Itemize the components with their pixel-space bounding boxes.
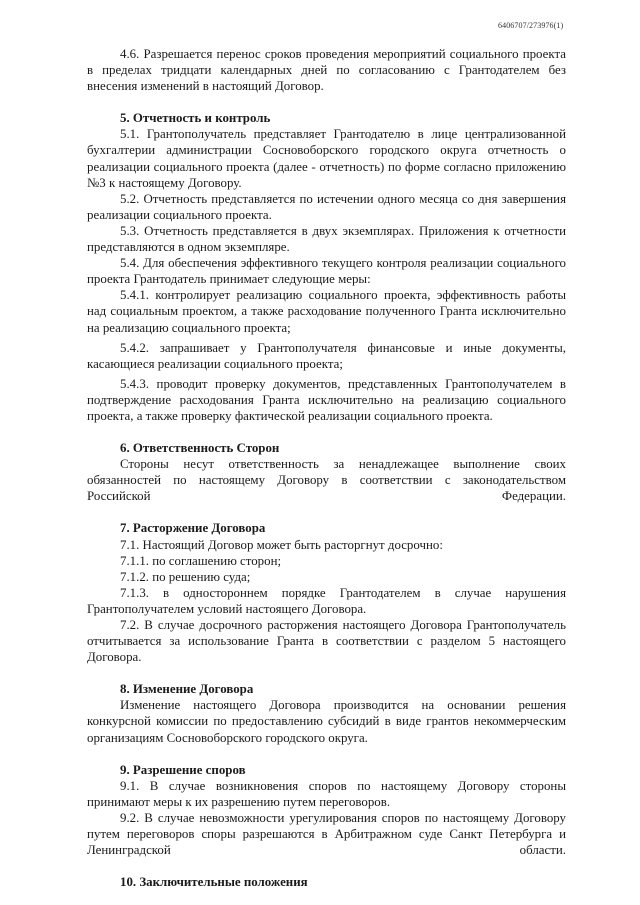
document-page: [87, 46, 566, 890]
section-8-heading: 8. Изменение Договора: [120, 682, 254, 697]
paragraph-4-6: 4.6. Разрешается перенос сроков проведения мероприятий социального проекта в пределах тридцати календарных дней по согласованию с Грантодателем без внесения изменений в настоящий Договор.: [87, 47, 566, 94]
section-5-heading: 5. Отчетность и контроль: [120, 111, 271, 126]
paragraph-7-2: 7.2. В случае досрочного расторжения настоящего Договора Грантополучатель отчитывается за использование Гранта в соответствии с разделом 5 настоящего Договора.: [87, 618, 566, 665]
paragraph-5-2: 5.2. Отчетность представляется по истечении одного месяца со дня завершения реализации социального проекта.: [87, 191, 566, 222]
paragraph-7-1-3: 7.1.3. в одностороннем порядке Грантодателем в случае нарушения Грантополучателем условий настоящего Договора.: [87, 585, 566, 616]
section-9-heading: 9. Разрешение споров: [120, 762, 246, 777]
paragraph-9-2: 9.2. В случае невозможности урегулирования споров по настоящему Договору путем переговоров споры разрешаются в Арбитражном суде Санкт Петербурга и Ленинградской области.: [87, 810, 566, 858]
paragraph-7-1: 7.1. Настоящий Договор может быть расторгнут досрочно:: [120, 537, 443, 552]
section-10-heading: 10. Заключительные положения: [120, 875, 308, 890]
paragraph-5-3: 5.3. Отчетность представляется в двух экземплярах. Приложения к отчетности представляются в одном экземпляре.: [87, 223, 566, 255]
paragraph-5-4-1: 5.4.1. контролирует реализацию социального проекта, эффективность работы над социальным проектом, а также расходование полученного Гранта исключительно на реализацию социального проекта;: [87, 288, 566, 335]
paragraph-7-1-2: 7.1.2. по решению суда;: [120, 569, 251, 584]
document-id: 6406707/273976(1): [498, 21, 564, 30]
section-7-heading: 7. Расторжение Договора: [120, 521, 266, 536]
paragraph-5-4-2: 5.4.2. запрашивает у Грантополучателя финансовые и иные документы, касающиеся реализации социального проекта;: [87, 340, 566, 371]
paragraph-5-4: 5.4. Для обеспечения эффективного текущего контроля реализации социального проекта Грантодатель принимает следующие меры:: [87, 256, 566, 287]
paragraph-9-1: 9.1. В случае возникновения споров по настоящему Договору стороны принимают меры к их разрешению путем переговоров.: [87, 778, 566, 809]
paragraph-6: Стороны несут ответственность за ненадлежащее выполнение своих обязанностей по настоящему Договору в соответствии с законодательством Российской Федерации.: [87, 457, 566, 504]
paragraph-7-1-1: 7.1.1. по соглашению сторон;: [120, 553, 282, 568]
paragraph-5-4-3: 5.4.3. проводит проверку документов, представленных Грантополучателем в подтверждение расходования Гранта исключительно на реализацию социального проекта, а также проверку фактической реализации социального проекта.: [87, 376, 566, 423]
paragraph-8: Изменение настоящего Договора производится на основании решения конкурсной комиссии по предоставлению субсидий в виде грантов некоммерческим организациям Сосновоборского городского округа.: [87, 698, 566, 745]
paragraph-5-1: 5.1. Грантополучатель представляет Грантодателю в лице централизованной бухгалтерии администрации Сосновоборского городского округа отчетность о реализации социального проекта (далее - отчетность) по форме согласно приложению №3 к настоящему Договору.: [87, 127, 566, 190]
section-6-heading: 6. Ответственность Сторон: [120, 441, 280, 456]
